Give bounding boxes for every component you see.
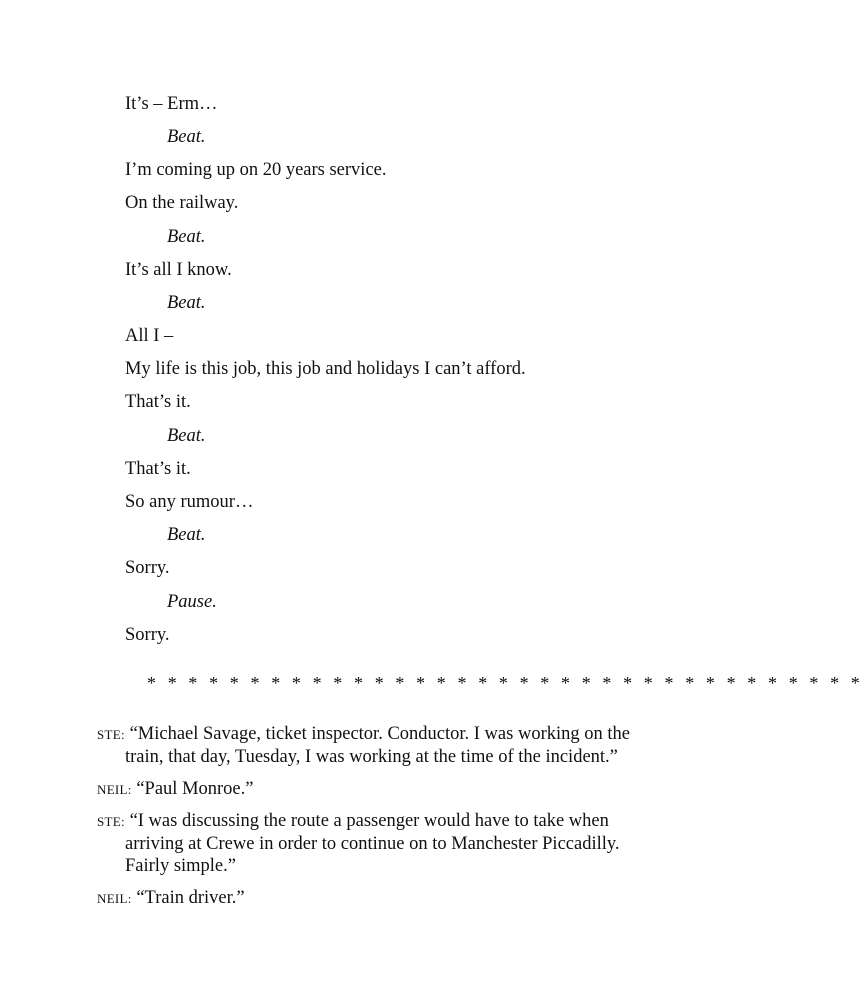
dialogue-entry: [97, 723, 657, 768]
monologue-line: That’s it.: [125, 459, 191, 479]
stage-direction: Beat.: [167, 127, 206, 147]
dialogue-entry: [97, 887, 657, 910]
dialogue-text: “I was discussing the route a passenger would have to take when: [129, 811, 609, 831]
stage-direction: Pause.: [167, 592, 217, 612]
monologue-line: That’s it.: [125, 392, 191, 412]
monologue-line: I’m coming up on 20 years service.: [125, 160, 387, 180]
dialogue-first-line: [97, 887, 657, 910]
dialogue-text: “Michael Savage, ticket inspector. Conductor. I was working on the: [129, 724, 630, 744]
dialogue-text: Fairly simple.”: [125, 856, 236, 876]
speaker-name: NEIL:: [97, 782, 132, 797]
stage-direction: Beat.: [167, 293, 206, 313]
stage-direction: Beat.: [167, 525, 206, 545]
monologue-line: On the railway.: [125, 193, 239, 213]
monologue-line: My life is this job, this job and holidays I can’t afford.: [125, 359, 526, 379]
dialogue-text: “Paul Monroe.”: [136, 779, 254, 799]
monologue-line: All I –: [125, 326, 174, 346]
dialogue-text: arriving at Crewe in order to continue on to Manchester Piccadilly.: [125, 834, 620, 854]
dialogue-text: “Train driver.”: [136, 888, 245, 908]
stage-direction: Beat.: [167, 426, 206, 446]
scene-divider: * * * * * * * * * * * * * * * * * * * * * * * * * * * * * * * * * * *: [147, 673, 863, 693]
monologue-line: So any rumour…: [125, 492, 254, 512]
dialogue-entry: [97, 810, 657, 877]
dialogue-first-line: [97, 778, 657, 801]
monologue-line: It’s all I know.: [125, 260, 232, 280]
monologue-line: Sorry.: [125, 558, 170, 578]
dialogue-text: train, that day, Tuesday, I was working at the time of the incident.”: [125, 747, 618, 767]
speaker-name: STE:: [97, 727, 125, 742]
speaker-name: NEIL:: [97, 891, 132, 906]
speaker-name: STE:: [97, 814, 125, 829]
monologue-line: It’s – Erm…: [125, 94, 218, 114]
monologue-line: Sorry.: [125, 625, 170, 645]
dialogue-first-line: [97, 810, 657, 833]
dialogue-first-line: [97, 723, 657, 746]
stage-direction: Beat.: [167, 227, 206, 247]
dialogue-entry: [97, 778, 657, 801]
